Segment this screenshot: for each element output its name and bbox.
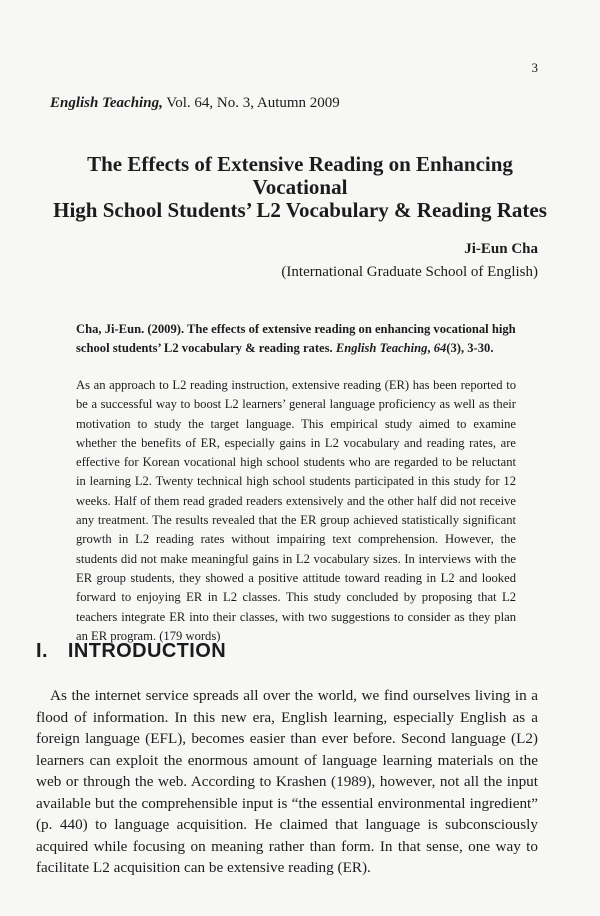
section-heading [36, 640, 226, 663]
paper-title [40, 153, 560, 222]
citation-text-3: (3), 3-30. [446, 341, 494, 355]
page-number: 3 [531, 60, 538, 75]
citation-text-2: , [427, 341, 434, 355]
citation-volume: 64 [433, 341, 447, 355]
section-number: I. [36, 640, 48, 662]
citation-journal: English Teaching [335, 341, 428, 355]
journal-details: Vol. 64, No. 3, Autumn 2009 [162, 95, 340, 111]
author-affiliation: (International Graduate School of English) [281, 264, 538, 280]
abstract: As an approach to L2 reading instruction, extensive reading (ER) has been reported to be a successful way to boost L2 learners’ general language proficiency as well as their motivation to study the target language. This empirical study aimed to examine whether the benefits of ER, especially gains in L2 vocabulary and reading rates, are effective for Korean vocational high school students who are regarded to be reluctant in learning L2. Twenty technical high school students participated in this study for 12 weeks. Half of them read graded readers extensively and the other half did not receive any treatment. The results revealed that the ER group achieved statistically significant growth in L2 reading rates without impairing text comprehension. However, the students did not make meaningful gains in L2 vocabulary sizes. In interviews with the ER group students, they showed a positive attitude toward reading in L2 and looked forward to enjoying ER in L2 classes. This study concluded by proposing that L2 teachers integrate ER into their classes, with two suggestions to consider as they plan an ER program. (179 words) [76, 378, 516, 643]
section-title: INTRODUCTION [67, 640, 227, 662]
intro-paragraph-wrapper [36, 685, 538, 879]
intro-paragraph: As the internet service spreads all over the world, we find ourselves living in a flood of information. In this new era, English learning, especially English as a foreign language (EFL), becomes easier than ever before. Second language (L2) learners can exploit the enormous amount of language learning materials on the web or through the web. According to Krashen (1989), however, not all the input available but the comprehensible input is “the essential environmental ingredient” (p. 440) to language acquisition. He claimed that language is subconsciously acquired while focusing on meaning rather than form. In that sense, one way to facilitate L2 acquisition can be extensive reading (ER). [36, 687, 538, 876]
paper-title-line-2: High School Students’ L2 Vocabulary & Reading Rates [53, 198, 547, 222]
journal-header [50, 95, 340, 112]
paper-title-line-1: The Effects of Extensive Reading on Enhancing Vocational [87, 152, 513, 199]
citation [76, 320, 516, 358]
author-block [281, 238, 538, 284]
citation-text-1: Cha, Ji-Eun. (2009). The effects of extensive reading on enhancing vocational high school students’ L2 vocabulary & reading rates. [76, 322, 516, 355]
journal-name: English Teaching, [50, 95, 163, 111]
author-name: Ji-Eun Cha [464, 241, 538, 257]
